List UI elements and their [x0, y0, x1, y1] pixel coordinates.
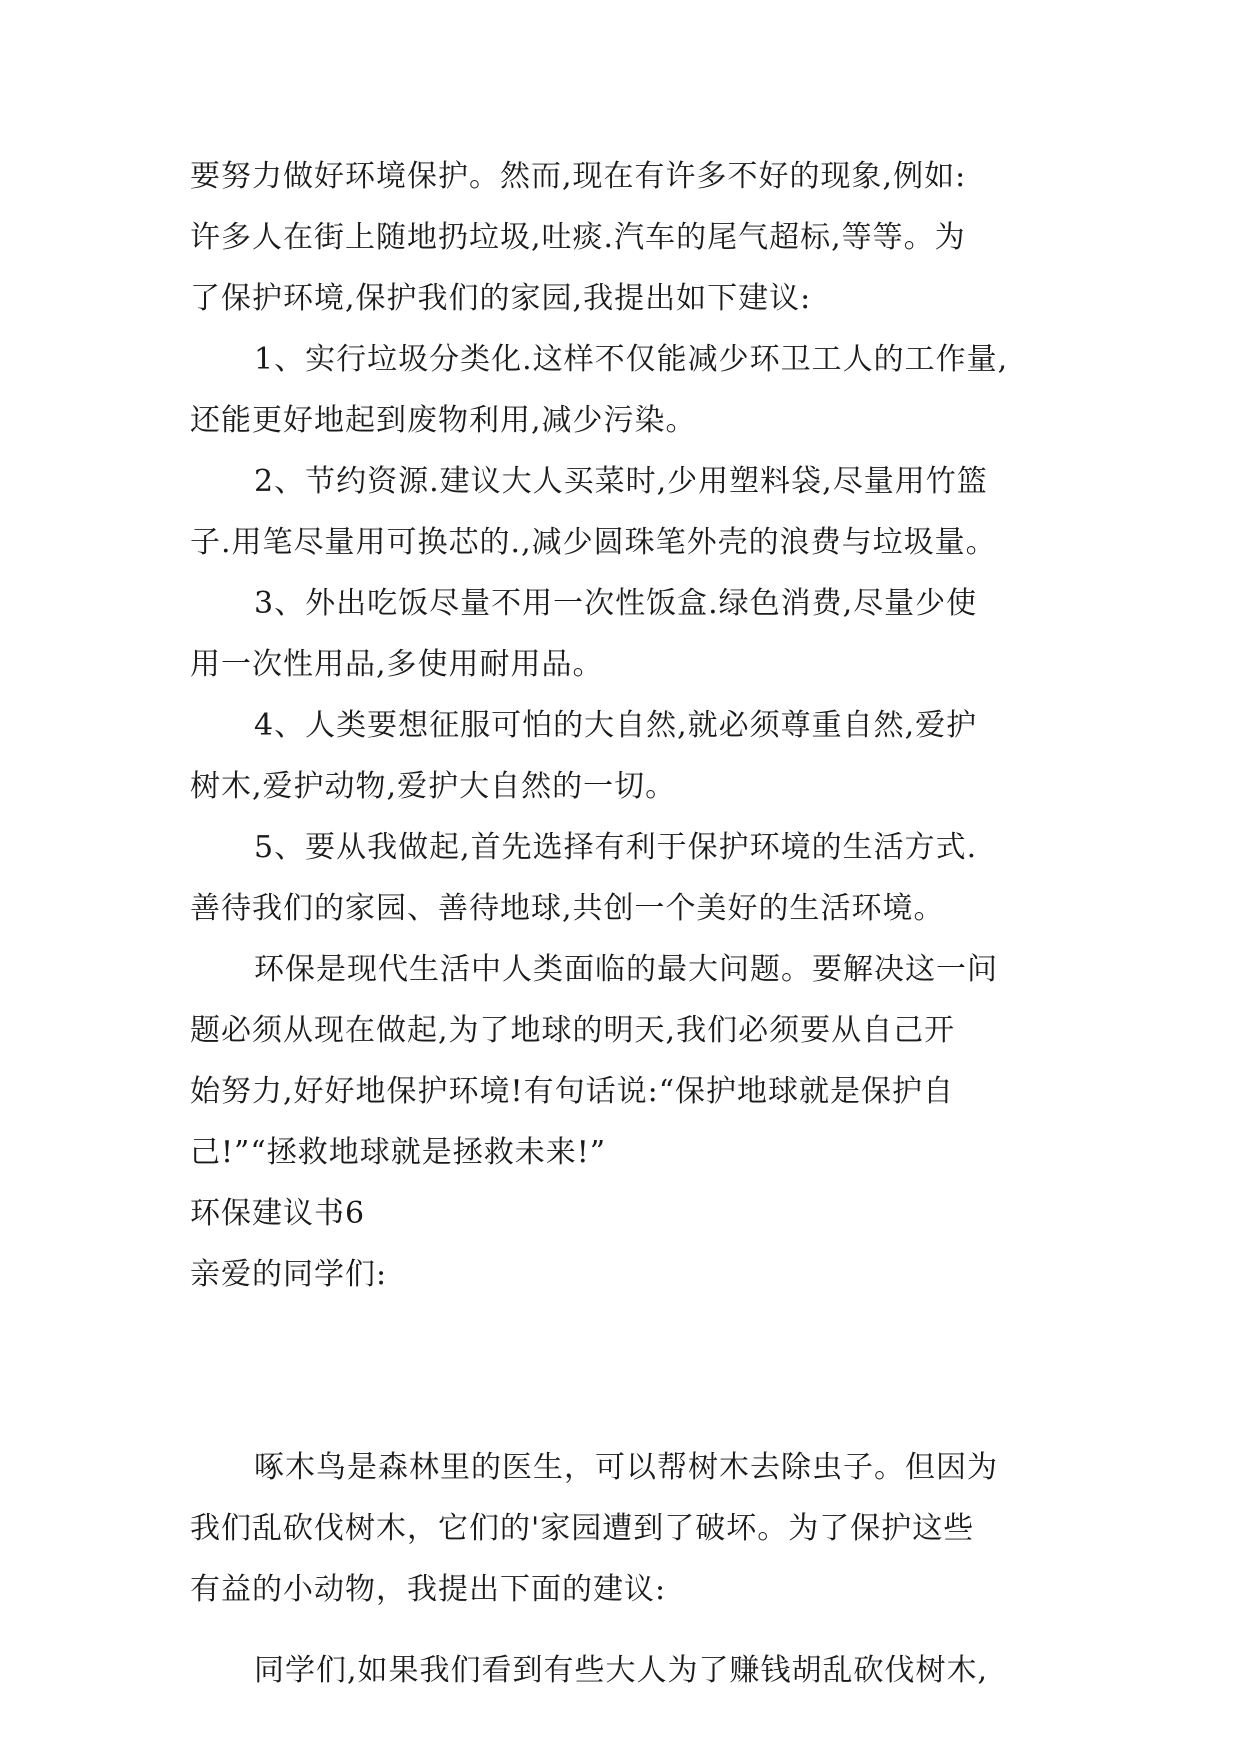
- suggestion-5-line: 5、要从我做起,首先选择有利于保护环境的生活方式.: [254, 830, 978, 865]
- text-line: 我们乱砍伐树木，它们的'家园遭到了破坏。为了保护这些: [190, 1511, 975, 1546]
- text-line: 了保护环境,保护我们的家园,我提出如下建议:: [190, 281, 812, 316]
- suggestion-4-line: 4、人类要想征服可怕的大自然,就必须尊重自然,爱护: [254, 708, 978, 743]
- document-page: [190, 146, 1070, 1701]
- salutation: 亲爱的同学们:: [190, 1257, 388, 1292]
- conclusion-line: 环保是现代生活中人类面临的最大问题。要解决这一问: [254, 952, 998, 987]
- text-line: 许多人在街上随地扔垃圾,吐痰.汽车的尾气超标,等等。为: [190, 220, 966, 255]
- blank-gap: [190, 1620, 1070, 1640]
- text-block-3: [190, 1640, 1070, 1701]
- text-line: 树木,爱护动物,爱护大自然的一切。: [190, 769, 677, 804]
- text-line: 题必须从现在做起,为了地球的明天,我们必须要从自己开: [190, 1013, 956, 1048]
- text-line: 还能更好地起到废物利用,减少污染。: [190, 403, 697, 438]
- suggestion-2-line: 2、节约资源.建议大人买菜时,少用塑料袋,尽量用竹篮: [254, 464, 988, 499]
- section-heading: 环保建议书6: [190, 1196, 366, 1231]
- text-line: 善待我们的家园、善待地球,共创一个美好的生活环境。: [190, 891, 945, 926]
- text-block-1: [190, 146, 1070, 1305]
- text-line: 同学们,如果我们看到有些大人为了赚钱胡乱砍伐树木,: [254, 1653, 989, 1688]
- text-line: 要努力做好环境保护。然而,现在有许多不好的现象,例如:: [190, 159, 967, 194]
- suggestion-1-line: 1、实行垃圾分类化.这样不仅能减少环卫工人的工作量,: [254, 342, 1009, 377]
- text-block-2: [190, 1437, 1070, 1620]
- text-line: 有益的小动物，我提出下面的建议:: [190, 1572, 667, 1607]
- text-line: 己!”“拯救地球就是拯救未来!”: [190, 1135, 607, 1170]
- text-line: 子.用笔尽量用可换芯的.,减少圆珠笔外壳的浪费与垃圾量。: [190, 525, 997, 560]
- text-line: 用一次性用品,多使用耐用品。: [190, 647, 604, 682]
- text-line: 啄木鸟是森林里的医生，可以帮树木去除虫子。但因为: [254, 1450, 998, 1485]
- blank-gap: [190, 1305, 1070, 1437]
- suggestion-3-line: 3、外出吃饭尽量不用一次性饭盒.绿色消费,尽量少使: [254, 586, 978, 621]
- text-line: 始努力,好好地保护环境!有句话说:“保护地球就是保护自: [190, 1074, 955, 1109]
